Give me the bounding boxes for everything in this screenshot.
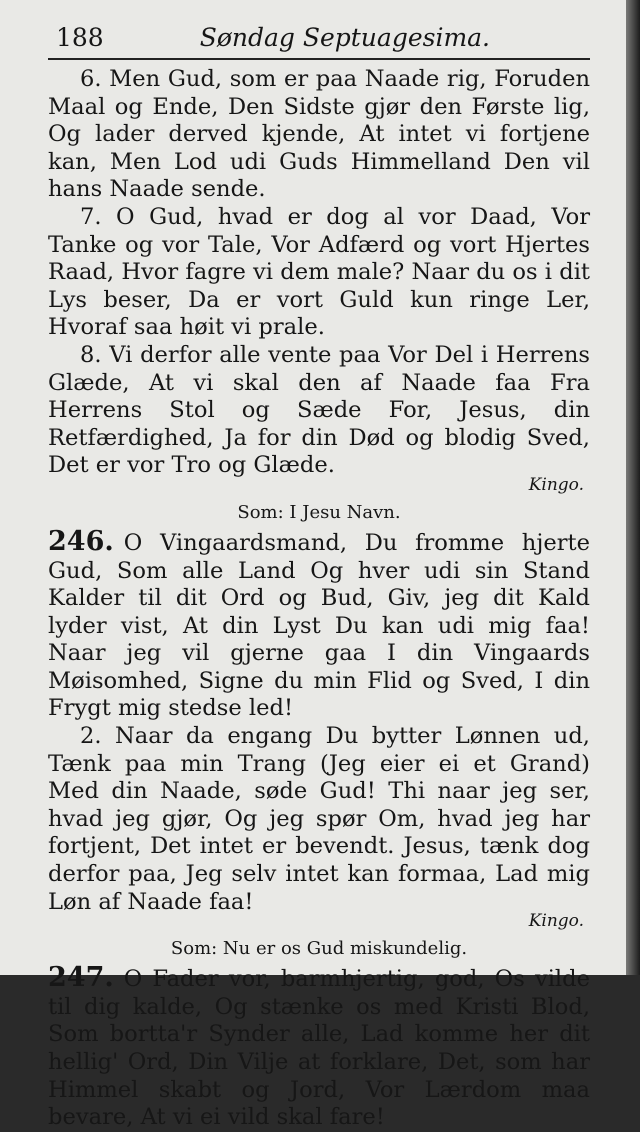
verse-6: 6. Men Gud, som er paa Naade rig, Foruden Maal og Ende, Den Sidste gjør den Første lig, Og lader derved kjende, At intet vi fortjene kan, Men Lod udi Guds Himmelland Den vil hans Naade sende.	[48, 66, 590, 203]
melody-line-247: Som: Nu er os Gud miskundelig.	[170, 938, 468, 960]
verse-7: 7. O Gud, hvad er dog al vor Daad, Vor Tanke og vor Tale, Vor Adfærd og vort Hjertes Raad, Hvor fagre vi dem male? Naar du os i dit Lys beser, Da er vort Guld kun ringe Ler, Hvoraf saa høit vi prale.	[48, 203, 590, 341]
page-number: 188	[56, 23, 104, 52]
hymn-246-verse-1-text: O Vingaardsmand, Du fromme hjerte Gud, Som alle Land Og hver udi sin Stand Kalder til dit Ord og Bud, Giv, jeg dit Kald lyder vist, At din Lyst Du kan udi mig faa! Naar jeg vil gjerne gaa I din Vingaards Møisomhed, Signe du min Flid og Sved, I din Frygt mig stedse led!	[48, 529, 590, 722]
hymn-number-247: 247.	[48, 962, 114, 994]
page-title: Søndag Septuagesima.	[199, 23, 490, 52]
hymn-247-verse-1-text: O Fader vor, barmhjertig, god, Os vilde til dig kalde, Og stænke os med Kristi Blod, Som bortta'r Synder alle, Lad komme her dit hellig' Ord, Din Vilje at forklare, Det, som har Himmel skabt og Jord, Vor Lærdom maa bevare, At vi ei vild skal fare!	[48, 966, 590, 1131]
hymn-246-verse-1	[48, 525, 590, 723]
hymn-247-verse-1	[48, 964, 590, 1132]
page-header	[48, 22, 590, 60]
verse-8: 8. Vi derfor alle vente paa Vor Del i Herrens Glæde, At vi skal den af Naade faa Fra Herrens Stol og Sæde For, Jesus, din Retfærdighed, Ja for din Død og blodig Sved, Det er vor Tro og Glæde.	[48, 341, 590, 479]
author-attribution-246: Kingo.	[528, 911, 584, 932]
hymn-number-246: 246.	[48, 525, 114, 557]
hymn-246-verse-2: 2. Naar da engang Du bytter Lønnen ud, Tænk paa min Trang (Jeg eier ei et Grand) Med din Naade, søde Gud! Thi naar jeg ser, hvad jeg gjør, Og jeg spør Om, hvad jeg har fortjent, Det intet er bevendt. Jesus, tænk dog derfor paa, Jeg selv intet kan formaa, Lad mig Løn af Naade faa!	[48, 723, 590, 915]
page-body	[48, 66, 590, 1132]
author-attribution: Kingo.	[528, 474, 584, 495]
book-spine-shadow	[626, 0, 640, 975]
melody-line-246: Som: I Jesu Navn.	[237, 501, 401, 523]
